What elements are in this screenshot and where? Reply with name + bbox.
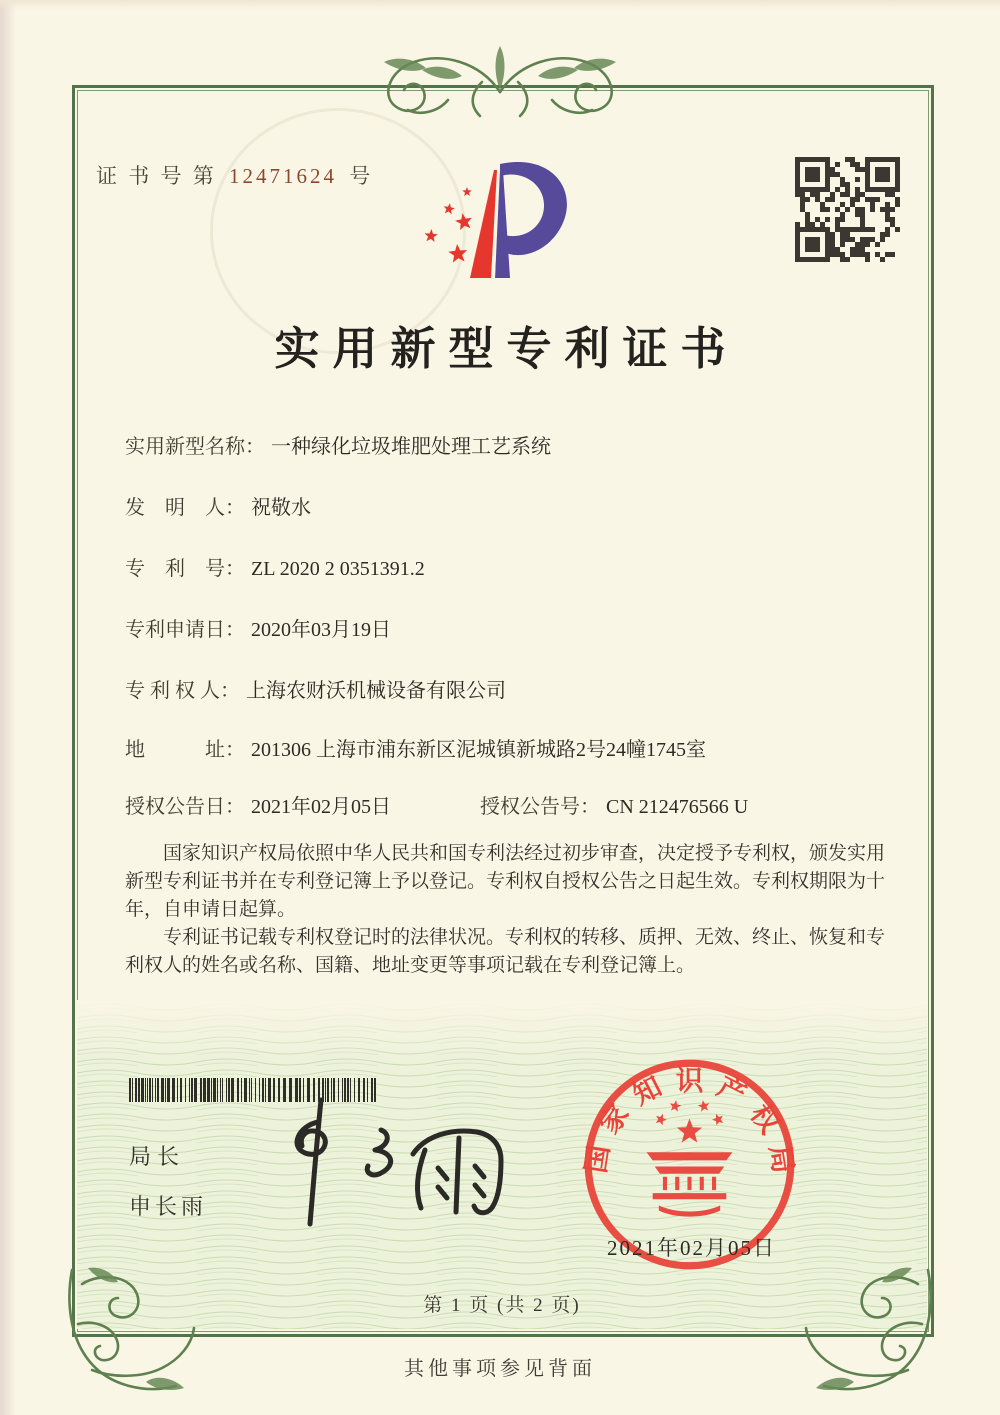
commissioner-name: 申长雨 bbox=[129, 1194, 208, 1219]
field-address bbox=[125, 733, 706, 762]
svg-text:产: 产 bbox=[712, 1070, 752, 1111]
certificate-title: 实用新型专利证书 bbox=[274, 324, 739, 374]
commissioner-title: 局长 bbox=[129, 1144, 186, 1169]
field-value: ZL 2020 2 0351391.2 bbox=[251, 558, 425, 580]
legal-text-block bbox=[125, 840, 885, 980]
legal-paragraph-2: 专利证书记载专利权登记时的法律状况。专利权的转移、质押、无效、终止、恢复和专利权人的姓名或名称、国籍、地址变更等事项记载在专利登记簿上。 bbox=[125, 927, 886, 976]
back-side-note: 其他事项参见背面 bbox=[404, 1358, 596, 1380]
field-label: 授权公告号： bbox=[480, 796, 600, 818]
legal-paragraph-1: 国家知识产权局依照中华人民共和国专利法经过初步审查，决定授予专利权，颁发实用新型专利证书并在专利登记簿上予以登记。专利权自授权公告之日起生效。专利权期限为十年，自申请日起算。 bbox=[125, 843, 886, 920]
field-label: 地 址： bbox=[125, 739, 245, 761]
field-value: 2021年02月05日 bbox=[251, 796, 391, 818]
field-label: 授权公告日： bbox=[125, 796, 245, 818]
field-value: CN 212476566 U bbox=[606, 796, 749, 818]
field-patentee bbox=[125, 674, 506, 703]
field-label: 实用新型名称： bbox=[125, 436, 265, 458]
field-value: 一种绿化垃圾堆肥处理工艺系统 bbox=[271, 436, 551, 458]
qr-code-modules bbox=[795, 157, 900, 262]
field-value: 2020年03月19日 bbox=[251, 619, 391, 641]
certificate-number-line bbox=[96, 160, 373, 190]
certificate-number-suffix: 号 bbox=[349, 164, 374, 188]
page-number: 第 1 页 (共 2 页) bbox=[423, 1295, 581, 1316]
field-value: 201306 上海市浦东新区泥城镇新城路2号24幢1745室 bbox=[251, 739, 706, 761]
svg-text:家: 家 bbox=[593, 1098, 635, 1140]
svg-text:局: 局 bbox=[764, 1143, 800, 1176]
cnipa-patent-logo bbox=[398, 146, 598, 296]
svg-text:知: 知 bbox=[627, 1070, 667, 1111]
seal-national-emblem bbox=[647, 1100, 733, 1216]
field-label: 发 明 人： bbox=[125, 497, 245, 519]
field-grant-row bbox=[125, 790, 748, 819]
field-label: 专 利 号： bbox=[125, 558, 245, 580]
qr-code bbox=[790, 152, 905, 267]
top-flourish-ornament bbox=[330, 46, 670, 130]
seal-date: 2021年02月05日 bbox=[607, 1236, 776, 1260]
corner-ornament-left bbox=[58, 1262, 228, 1407]
field-filing-date bbox=[125, 613, 391, 642]
logo-p-bowl bbox=[500, 162, 567, 255]
field-utility-model-name bbox=[125, 430, 551, 459]
svg-text:国: 国 bbox=[579, 1143, 615, 1176]
field-inventor bbox=[125, 491, 311, 520]
field-patent-number bbox=[125, 552, 425, 581]
certificate-number-prefix: 证 书 号 第 bbox=[96, 164, 217, 188]
field-value: 上海农财沃机械设备有限公司 bbox=[246, 680, 506, 702]
commissioner-signature bbox=[255, 1088, 545, 1243]
certificate-number: 12471624 bbox=[229, 164, 337, 188]
svg-text:识: 识 bbox=[675, 1064, 704, 1096]
field-label: 专 利 权 人： bbox=[125, 680, 240, 702]
corner-ornament-right bbox=[772, 1262, 942, 1407]
svg-text:权: 权 bbox=[744, 1098, 786, 1140]
field-label: 专利申请日： bbox=[125, 619, 245, 641]
field-value: 祝敬水 bbox=[251, 497, 311, 519]
